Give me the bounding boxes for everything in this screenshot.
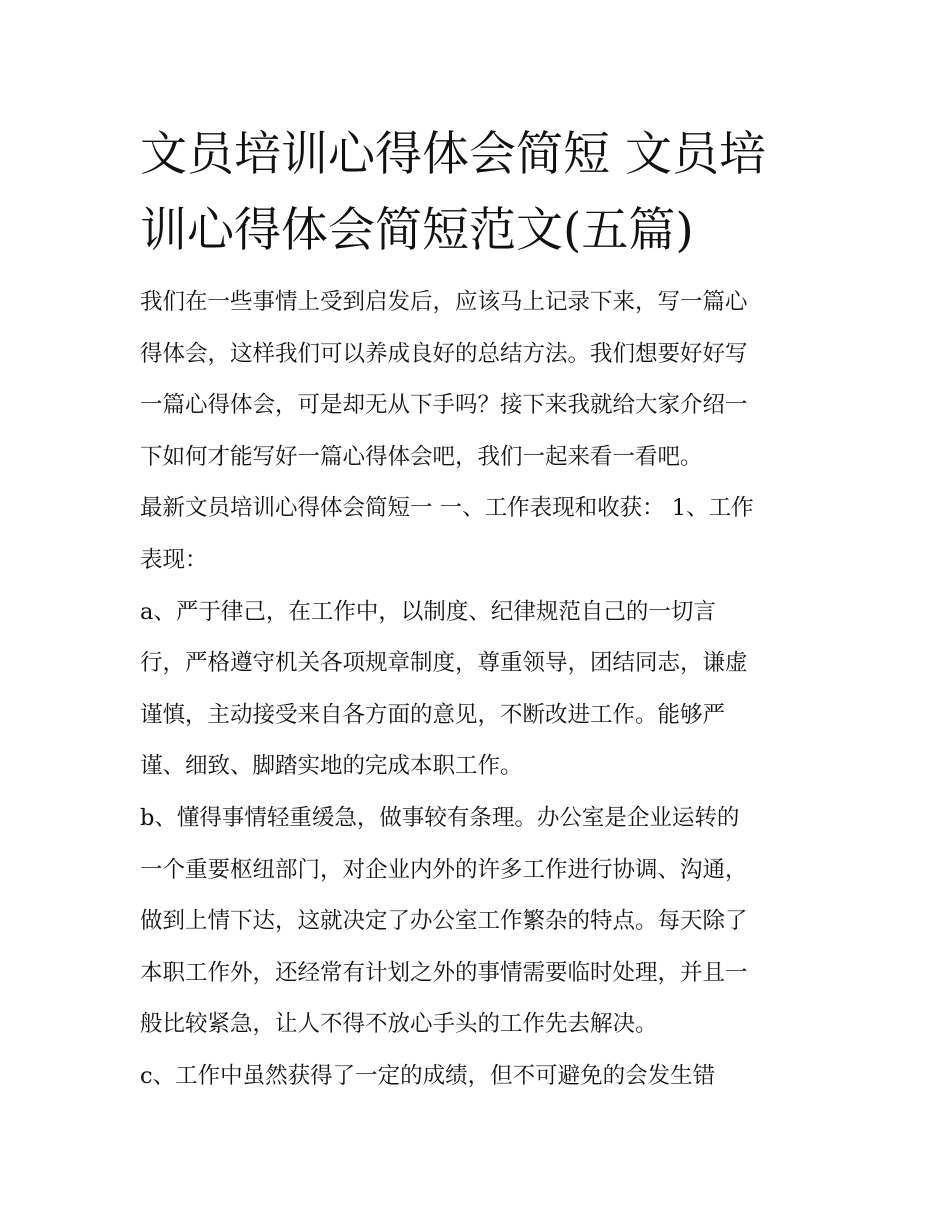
document-page — [140, 117, 820, 1103]
body-line: 我们在一些事情上受到启发后，应该马上记录下来，写一篇心 — [140, 289, 748, 315]
body-line: 最新文员培训心得体会简短一 一、工作表现和收获： 1、工作 — [140, 495, 754, 522]
body-line: 般比较紧急，让人不得不放心手头的工作先去解决。 — [140, 1011, 658, 1038]
body-line: 一篇心得体会，可是却无从下手吗？接下来我就给大家介绍一 — [140, 392, 748, 419]
body-line: 一个重要枢纽部门，对企业内外的许多工作进行协调、沟通， — [140, 856, 748, 883]
body-line: 表现： — [140, 546, 208, 573]
document-body — [140, 277, 820, 1103]
body-line: 行，严格遵守机关各项规章制度，尊重领导，团结同志，谦虚 — [140, 650, 748, 677]
body-line: 得体会，这样我们可以养成良好的总结方法。我们想要好好写 — [140, 340, 748, 367]
body-line: a、严于律己，在工作中，以制度、纪律规范自己的一切言 — [140, 598, 716, 625]
body-line: 下如何才能写好一篇心得体会吧，我们一起来看一看吧。 — [140, 443, 703, 470]
title-line: 训心得体会简短范文(五篇) — [140, 203, 694, 258]
document-title — [140, 117, 820, 269]
body-line: 做到上情下达，这就决定了办公室工作繁杂的特点。每天除了 — [140, 908, 748, 935]
body-line: b、懂得事情轻重缓急，做事较有条理。办公室是企业运转的 — [140, 804, 740, 831]
body-line: 本职工作外，还经常有计划之外的事情需要临时处理，并且一 — [140, 959, 748, 986]
body-line: 谨、细致、脚踏实地的完成本职工作。 — [140, 753, 523, 780]
title-line: 文员培训心得体会简短 文员培 — [140, 127, 766, 182]
body-line: 谨慎，主动接受来自各方面的意见，不断改进工作。能够严 — [140, 701, 726, 728]
body-line: c、工作中虽然获得了一定的成绩，但不可避免的会发生错 — [140, 1062, 716, 1089]
